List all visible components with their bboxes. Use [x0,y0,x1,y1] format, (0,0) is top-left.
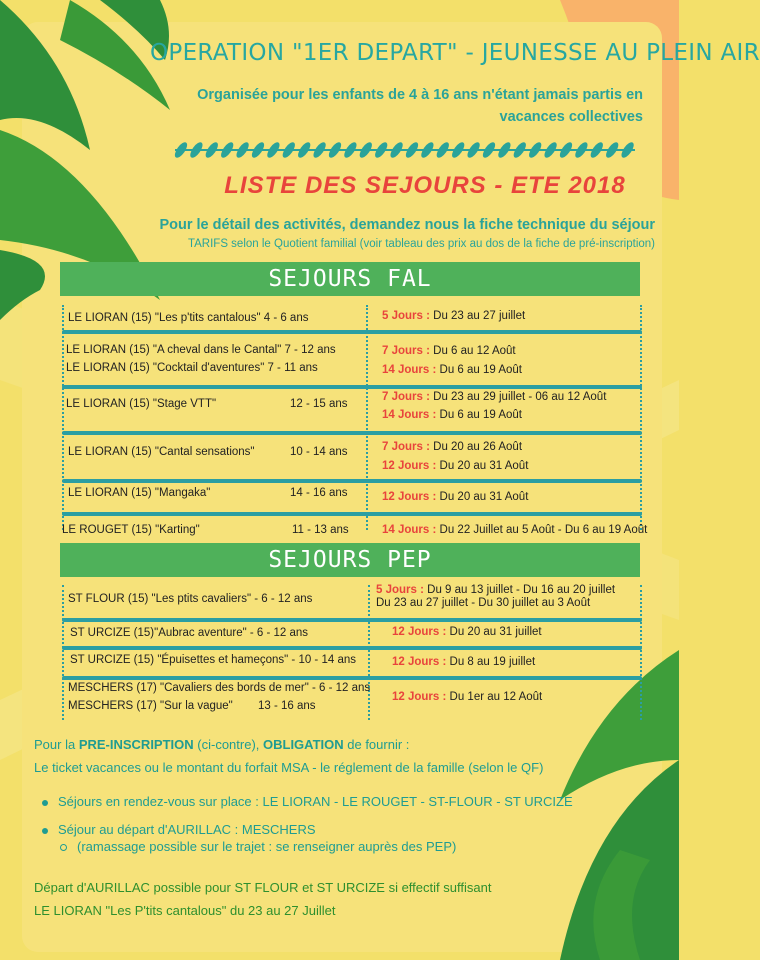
subtitle [123,84,643,128]
pep-row-date-text: Du 1er au 12 Août [446,691,543,703]
bullet-text: (ramassage possible sur le trajet : se renseigner auprès des PEP) [77,839,457,854]
fal-row-place: LE ROUGET (15) "Karting" [62,524,200,536]
fal-row-dates [382,310,525,322]
band-sejours-fal: SEJOURS FAL [60,262,640,296]
bullet-dot-icon [42,828,48,834]
fal-row-place: LE LIORAN (15) "A cheval dans le Cantal" 7 - 12 ans [66,344,336,356]
fal-row-date-text: Du 6 au 19 Août [436,364,523,376]
pep-separator [62,676,642,680]
pep-row-dates [392,626,542,638]
ticket-line: Le ticket vacances ou le montant du forfait MSA - le réglement de la famille (selon le QF) [34,760,544,775]
fal-row-dates [382,345,516,357]
fal-row-duration: 14 Jours : [382,364,437,376]
fal-row-age: 12 - 15 ans [290,398,348,410]
pep-row-duration: 12 Jours : [392,656,447,668]
fal-row-duration: 14 Jours : [382,524,437,536]
info-strong: OBLIGATION [263,737,344,752]
fal-row-age: 10 - 14 ans [290,446,348,458]
pep-left-border [62,585,64,720]
pep-separator [62,618,642,622]
fal-row-dates [382,524,647,536]
pep-row-date-text: Du 20 au 31 juillet [446,626,542,638]
fal-separator [62,479,642,483]
fal-row-date-text: Du 20 au 26 Août [429,441,523,453]
bullet-text: Séjours en rendez-vous sur place : LE LIORAN - LE ROUGET - ST-FLOUR - ST URCIZE [58,794,573,809]
fal-left-border [62,305,64,530]
fal-row-age: 11 - 13 ans [292,524,349,536]
tarifs-text: TARIFS selon le Quotient familial (voir tableau des prix au dos de la fiche de pré-inscription) [187,238,655,250]
leaf-top-left-3 [0,250,45,320]
pep-row-duration: 12 Jours : [392,691,447,703]
pep-row-place: ST URCIZE (15)"Aubrac aventure" - 6 - 12 ans [70,627,309,639]
bullet-ramassage [60,839,456,854]
pep-row-dates-2: Du 23 au 27 juillet - Du 30 juillet au 3 Août [376,597,591,609]
fal-row-date-text: Du 20 au 31 Août [436,491,529,503]
pep-right-border [640,585,642,720]
bullet-ring-icon [60,844,67,851]
fal-row-duration: 7 Jours : [382,345,430,357]
fal-row-date-text: Du 23 au 29 juillet - 06 au 12 Août [429,391,607,403]
pep-row-date-text: Du 9 au 13 juillet - Du 16 au 20 juillet [423,584,616,596]
leaf-divider [175,138,635,162]
fal-row-dates [382,364,522,376]
fal-row-place: LE LIORAN (15) "Les p'tits cantalous" 4 - 6 ans [68,312,309,324]
fal-row-duration: 5 Jours : [382,310,430,322]
pep-separator [62,646,642,650]
info-text: de fournir : [343,737,410,752]
subtitle-line-1: Organisée pour les enfants de 4 à 16 ans n'étant jamais partis en [197,87,643,103]
fal-row-duration: 7 Jours : [382,441,430,453]
fal-right-border [640,305,642,530]
preinscription-line [34,737,409,752]
depart-aurillac-note: Départ d'AURILLAC possible pour ST FLOUR et ST URCIZE si effectif suffisant [34,880,492,895]
pep-row-duration: 5 Jours : [376,584,424,596]
fal-row-dates [382,441,522,453]
fal-row-age: 14 - 16 ans [290,487,348,499]
fal-separator [62,431,642,435]
fal-row-duration: 12 Jours : [382,460,437,472]
pep-row-place: MESCHERS (17) "Sur la vague" [68,700,233,712]
page-title: OPERATION "1ER DEPART" - JEUNESSE AU PLEIN AIR [150,40,760,66]
fal-mid-border [366,305,368,530]
bullet-depart-aurillac [42,822,316,837]
bullet-text: Séjour au départ d'AURILLAC : MESCHERS [58,822,316,837]
fal-row-dates [382,391,606,403]
fal-row-place: LE LIORAN (15) "Cantal sensations" [68,446,255,458]
subtitle-line-2: vacances collectives [499,109,643,125]
fal-row-date-text: Du 6 au 19 Août [436,409,523,421]
liste-heading: LISTE DES SEJOURS - ETE 2018 [224,172,626,199]
fal-row-date-text: Du 23 au 27 juillet [429,310,526,322]
bullet-sejours-sur-place [42,794,573,809]
fal-row-dates [382,409,522,421]
info-text: (ci-contre), [193,737,263,752]
pep-row-duration: 12 Jours : [392,626,447,638]
detail-text: Pour le détail des activités, demandez nous la fiche technique du séjour [159,217,655,233]
band-sejours-pep: SEJOURS PEP [60,543,640,577]
pep-row-place: ST URCIZE (15) "Épuisettes et hameçons" - 10 - 14 ans [70,654,356,666]
fal-row-dates [382,491,528,503]
pep-row-place: ST FLOUR (15) "Les ptits cavaliers" - 6 - 12 ans [68,593,313,605]
fal-row-date-text: Du 22 Juillet au 5 Août - Du 6 au 19 Août [436,524,648,536]
pep-row-date-text: Du 8 au 19 juillet [446,656,536,668]
bullet-dot-icon [42,800,48,806]
pep-mid-border [368,585,370,720]
info-strong: PRE-INSCRIPTION [78,737,194,752]
fal-row-duration: 12 Jours : [382,491,437,503]
pep-row-dates [392,656,535,668]
fal-separator [62,385,642,389]
fal-row-duration: 14 Jours : [382,409,437,421]
pep-row-age: 13 - 16 ans [258,700,316,712]
fal-row-place: LE LIORAN (15) "Stage VTT" [66,398,217,410]
pep-row-place: MESCHERS (17) "Cavaliers des bords de mer" - 6 - 12 ans [68,682,371,694]
info-text: Pour la [34,737,79,752]
fal-row-place: LE LIORAN (15) "Cocktail d'aventures" 7 - 11 ans [66,362,318,374]
lioran-note: LE LIORAN "Les P'tits cantalous" du 23 au 27 Juillet [34,903,336,918]
fal-row-date-text: Du 20 au 31 Août [436,460,529,472]
fal-row-place: LE LIORAN (15) "Mangaka" [68,487,211,499]
fal-separator [62,512,642,516]
fal-row-duration: 7 Jours : [382,391,430,403]
fal-separator [62,330,642,334]
pep-row-dates [392,691,542,703]
fal-row-dates [382,460,528,472]
pep-row-dates [376,584,615,596]
fal-row-date-text: Du 6 au 12 Août [429,345,516,357]
